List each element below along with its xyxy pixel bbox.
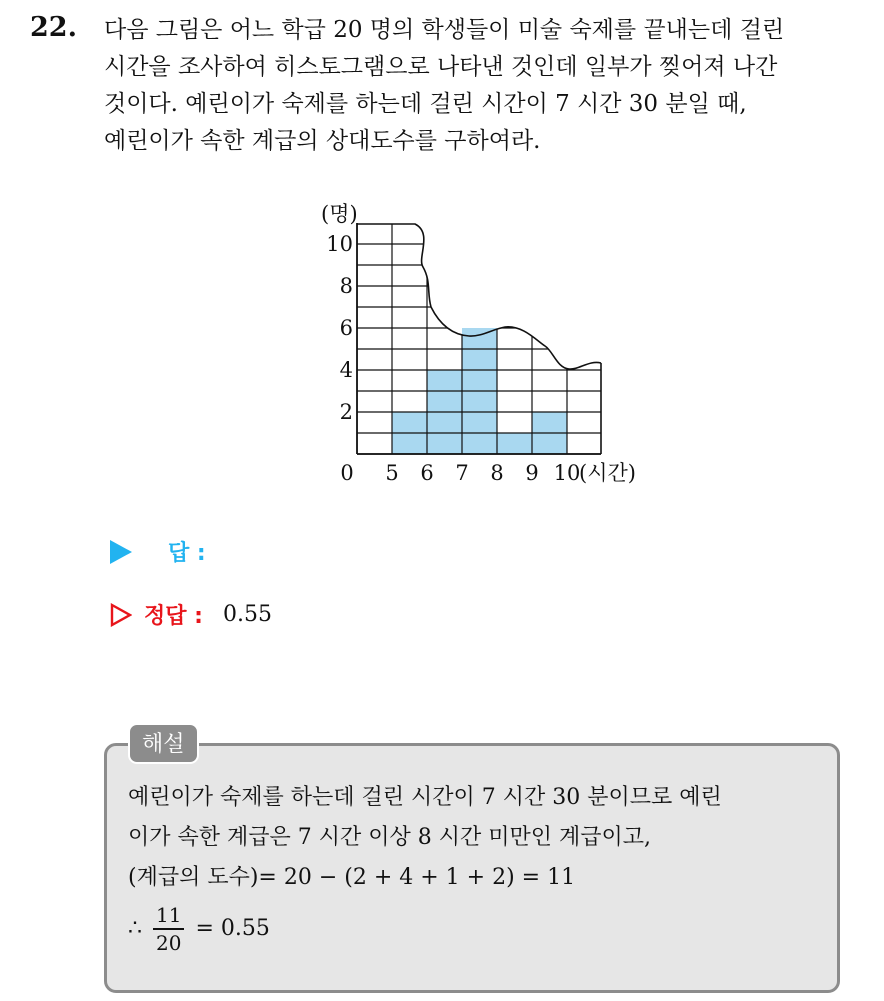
answer-row [110, 536, 224, 567]
y-tick-label: 4 [339, 358, 353, 382]
question-line: 다음 그림은 어느 학급 20 명의 학생들이 미술 숙제를 끝내는데 걸린 [104, 17, 785, 43]
correct-answer-label: 정답 : [144, 604, 203, 629]
y-tick-label: 6 [339, 316, 353, 340]
explanation-line: (계급의 도수)= 20 − (2 + 4 + 1 + 2) = 11 [128, 865, 576, 890]
x-tick-label: 7 [455, 461, 469, 485]
explanation-line: 예린이가 숙제를 하는데 걸린 시간이 7 시간 30 분이므로 예린 [128, 785, 722, 810]
histogram-chart [300, 190, 660, 490]
x-tick-label: 10 [553, 461, 581, 485]
fraction-numerator: 11 [153, 902, 184, 930]
question-number: 22. [30, 12, 77, 43]
y-tick-label: 10 [326, 232, 353, 256]
answer-label: 답 : [168, 541, 206, 566]
histogram-bar-4 [497, 433, 532, 454]
explanation-tag: 해설 [128, 723, 199, 764]
fraction-denominator: 20 [156, 931, 182, 955]
question-text [104, 12, 874, 160]
fraction [153, 902, 184, 956]
y-axis-label: (명) [321, 202, 358, 226]
x-tick-label: 6 [420, 461, 434, 485]
result-value: = 0.55 [195, 916, 270, 941]
y-tick-label: 8 [339, 274, 353, 298]
x-tick-label: 8 [490, 461, 504, 485]
therefore-symbol: ∴ [128, 916, 142, 941]
play-triangle-icon [110, 540, 132, 564]
y-tick-label: 2 [339, 400, 353, 424]
question-line: 시간을 조사하여 히스토그램으로 나타낸 것인데 일부가 찢어져 나간 [104, 54, 778, 80]
x-axis-label: (시간) [579, 461, 636, 485]
x-tick-label: 5 [385, 461, 399, 485]
x-tick-label: 0 [340, 461, 354, 485]
question-line: 예린이가 속한 계급의 상대도수를 구하여라. [104, 128, 541, 154]
x-tick-label: 9 [525, 461, 539, 485]
explanation-text [128, 778, 722, 956]
question-line: 것이다. 예린이가 숙제를 하는데 걸린 시간이 7 시간 30 분일 때, [104, 91, 747, 117]
explanation-result-line [128, 902, 722, 956]
correct-answer-value: 0.55 [222, 602, 272, 627]
explanation-line: 이가 속한 계급은 7 시간 이상 8 시간 미만인 계급이고, [128, 825, 651, 850]
outline-triangle-icon [110, 603, 132, 627]
correct-answer-row [110, 599, 272, 630]
